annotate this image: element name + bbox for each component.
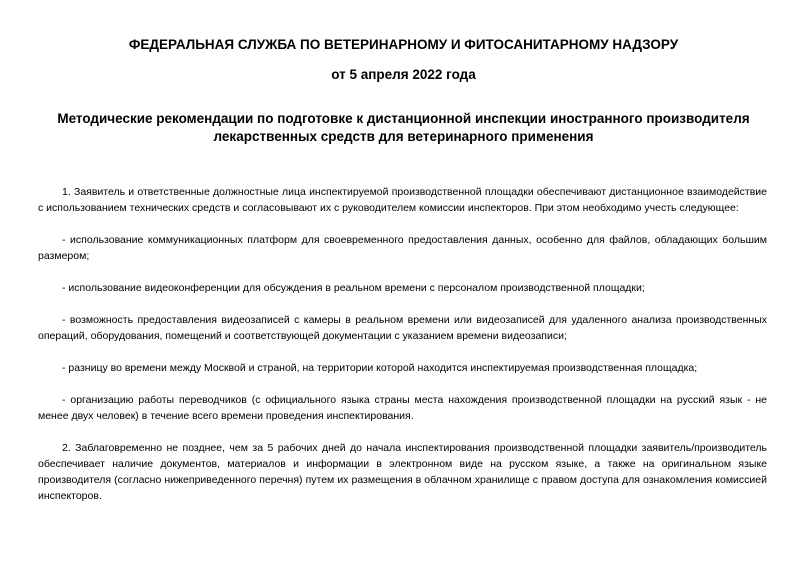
document-body (38, 184, 767, 520)
document-title (48, 110, 759, 146)
paragraph-1: 1. Заявитель и ответственные должностные лица инспектируемой производственной площадки обеспечивают дистанционное взаимодействие с использованием технических средств и согласовывают их с руководителем комиссии инспекторов. При этом необходимо учесть следующее: (38, 186, 767, 214)
document-title-line-2: лекарственных средств для ветеринарного применения (213, 129, 594, 144)
document-date: от 5 апреля 2022 года (331, 67, 476, 82)
paragraph-2: 2. Заблаговременно не позднее, чем за 5 рабочих дней до начала инспектирования производственной площадки заявитель/производитель обеспечивает наличие документов, материалов и информации в электронном виде на русском языке, а также на оригинальном языке производителя (согласно нижеприведенного перечня) путем их размещения в облачном хранилище с правом доступа для ознакомления комиссией инспекторов. (38, 442, 767, 502)
agency-name: ФЕДЕРАЛЬНАЯ СЛУЖБА ПО ВЕТЕРИНАРНОМУ И ФИТОСАНИТАРНОМУ НАДЗОРУ (128, 37, 679, 52)
paragraph-bullet-4: - разницу во времени между Москвой и страной, на территории которой находится инспектируемая производственная площадка; (62, 362, 698, 374)
paragraph-bullet-5: - организацию работы переводчиков (с официального языка страны места нахождения производственной площадки на русский язык - не менее двух человек) в течение всего времени проведения инспектирования. (38, 394, 767, 422)
paragraph-bullet-1: - использование коммуникационных платформ для своевременного предоставления данных, особенно для файлов, обладающих большим размером; (38, 234, 767, 262)
document-title-line-1: Методические рекомендации по подготовке к дистанционной инспекции иностранного производителя (57, 111, 750, 126)
paragraph-bullet-2: - использование видеоконференции для обсуждения в реальном времени с персоналом производственной площадки; (62, 282, 645, 294)
paragraph-bullet-3: - возможность предоставления видеозаписей с камеры в реальном времени или видеозаписей для удаленного анализа производственных операций, оборудования, помещений и соответствующей документации с указанием времени видеозаписи; (38, 314, 767, 342)
